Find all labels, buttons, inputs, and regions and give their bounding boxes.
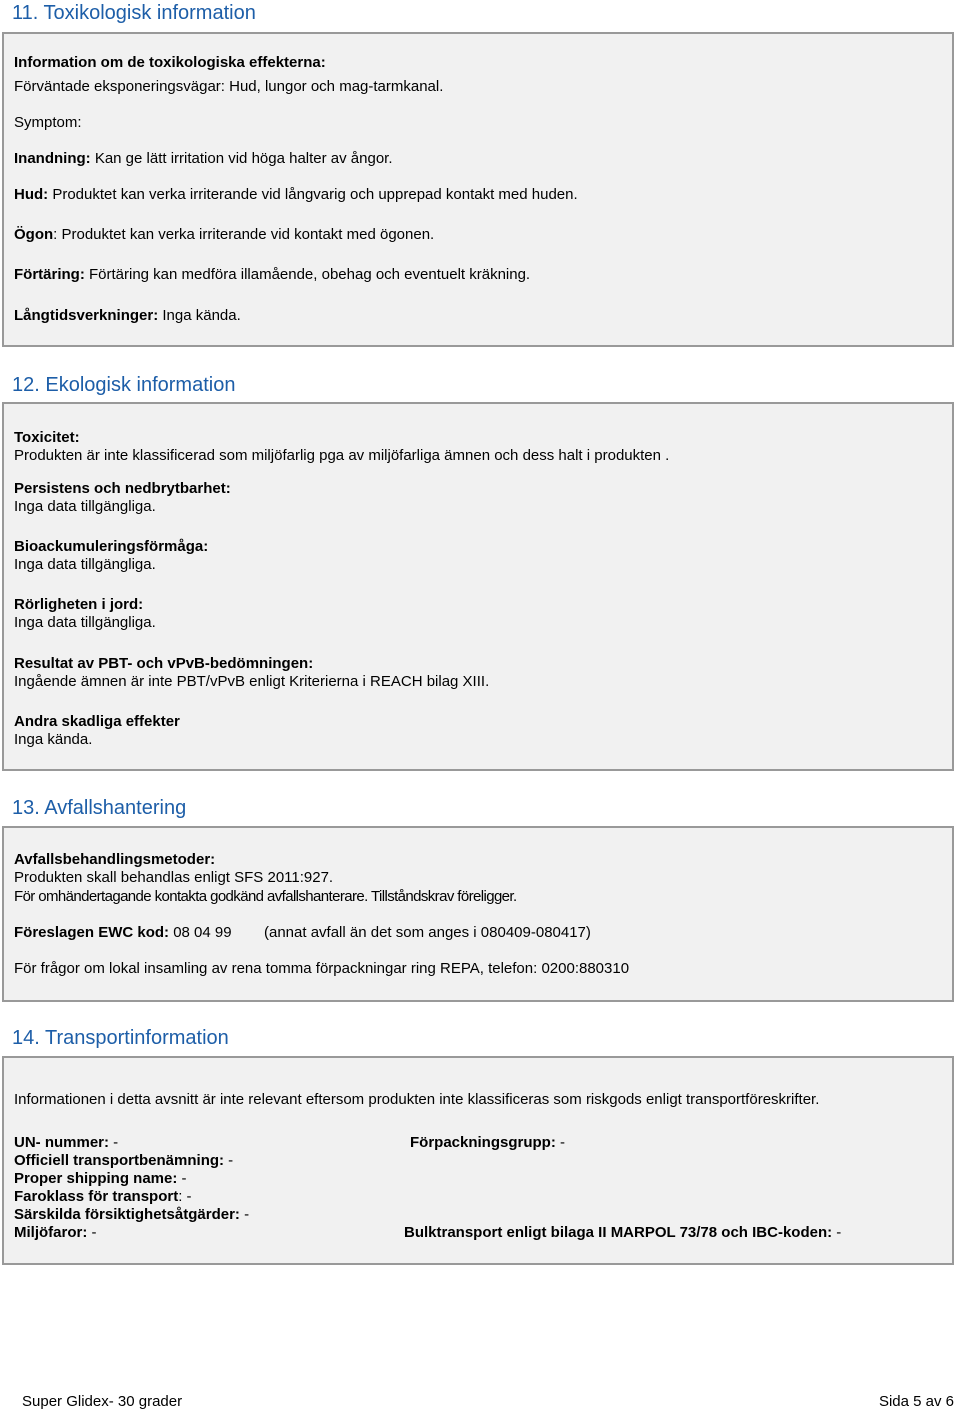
s14-packing-value: - <box>555 1134 566 1151</box>
s13-methods-text1: Produkten skall behandlas enligt SFS 2011:927. <box>14 869 334 886</box>
s11-symptom: Symptom: <box>14 114 82 131</box>
s12-bioacc-text: Inga data tillgängliga. <box>14 556 156 573</box>
section-12-title: 12. Ekologisk information <box>12 374 236 396</box>
s11-eyes-label: Ögon <box>14 226 54 243</box>
s12-other-text: Inga kända. <box>14 731 93 748</box>
s14-hazard-value: : - <box>178 1188 192 1205</box>
section-11-title: 11. Toxikologisk information <box>12 2 256 24</box>
s14-packing-label: Förpackningsgrupp: <box>410 1134 556 1151</box>
s11-longterm-label: Långtidsverkninger: <box>14 307 159 324</box>
s11-inhalation-label: Inandning: <box>14 150 91 167</box>
s12-toxicity-label: Toxicitet: <box>14 429 80 446</box>
s12-persistence-label: Persistens och nedbrytbarhet: <box>14 480 231 497</box>
footer-page-number: Sida 5 av 6 <box>878 1393 954 1410</box>
section-14-title: 14. Transportinformation <box>12 1027 229 1049</box>
section-12-box <box>2 402 954 771</box>
s14-un-label: UN- nummer: <box>14 1134 110 1151</box>
s11-skin <box>14 186 578 204</box>
s13-ewc <box>14 924 232 942</box>
s11-longterm-text: Inga kända. <box>158 307 241 324</box>
s11-heading: Information om de toxikologiska effekterna: <box>14 54 326 71</box>
s11-ingestion <box>14 266 530 284</box>
s14-precautions-label: Särskilda försiktighetsåtgärder: <box>14 1206 240 1223</box>
s13-ewc-note: (annat avfall än det som anges i 080409-080417) <box>264 924 591 941</box>
s11-eyes <box>14 226 434 244</box>
s11-inhalation-text: Kan ge lätt irritation vid höga halter av ångor. <box>90 150 393 167</box>
s11-inhalation <box>14 150 393 168</box>
s12-mobility-label: Rörligheten i jord: <box>14 596 144 613</box>
s13-repa-text: För frågor om lokal insamling av rena tomma förpackningar ring REPA, telefon: 0200:880310 <box>14 960 630 977</box>
s14-un <box>14 1134 118 1152</box>
s14-shipping-label: Proper shipping name: <box>14 1170 178 1187</box>
s13-methods-text2: För omhändertagande kontakta godkänd avfallshanterare. Tillståndskrav föreligger. <box>14 888 517 905</box>
s12-persistence-text: Inga data tillgängliga. <box>14 498 156 515</box>
s12-mobility-text: Inga data tillgängliga. <box>14 614 156 631</box>
s14-shipping <box>14 1170 187 1188</box>
s11-exposure: Förväntade eksponeringsvägar: Hud, lungor och mag-tarmkanal. <box>14 78 444 95</box>
s12-toxicity-text: Produkten är inte klassificerad som miljöfarlig pga av miljöfarliga ämnen och dess halt i produkten . <box>14 447 670 464</box>
section-14-box <box>2 1056 954 1265</box>
s11-skin-text: Produktet kan verka irriterande vid långvarig och upprepad kontakt med huden. <box>48 186 578 203</box>
s14-hazard <box>14 1188 192 1206</box>
s14-bulk-value: - <box>832 1224 842 1241</box>
s14-bulk <box>404 1224 841 1242</box>
s14-official-value: - <box>224 1152 234 1169</box>
s11-eyes-text: : Produktet kan verka irriterande vid kontakt med ögonen. <box>53 226 435 243</box>
s14-env-label: Miljöfaror: <box>14 1224 88 1241</box>
s14-official <box>14 1152 233 1170</box>
s14-shipping-value: - <box>177 1170 187 1187</box>
s14-hazard-label: Faroklass för transport <box>14 1188 179 1205</box>
s14-precautions <box>14 1206 249 1224</box>
s12-pbt-label: Resultat av PBT- och vPvB-bedömningen: <box>14 655 314 672</box>
s11-longterm <box>14 307 241 325</box>
s14-precautions-value: - <box>239 1206 250 1223</box>
s12-bioacc-label: Bioackumuleringsförmåga: <box>14 538 209 555</box>
section-13-box <box>2 826 954 1002</box>
s14-intro: Informationen i detta avsnitt är inte relevant eftersom produkten inte klassificeras som riskgods enligt transportföreskrifter. <box>14 1091 820 1108</box>
s12-pbt-text: Ingående ämnen är inte PBT/vPvB enligt Kriterierna i REACH bilag XIII. <box>14 673 490 690</box>
s11-skin-label: Hud: <box>14 186 49 203</box>
s14-packing <box>410 1134 565 1152</box>
s13-methods-label: Avfallsbehandlingsmetoder: <box>14 851 216 868</box>
s14-un-value: - <box>109 1134 119 1151</box>
section-13-title: 13. Avfallshantering <box>12 797 187 819</box>
footer-product-name: Super Glidex- 30 grader <box>22 1393 183 1410</box>
s12-other-label: Andra skadliga effekter <box>14 713 180 730</box>
s14-bulk-label: Bulktransport enligt bilaga II MARPOL 73/78 och IBC-koden: <box>404 1224 833 1241</box>
s14-official-label: Officiell transportbenämning: <box>14 1152 225 1169</box>
s13-ewc-code: 08 04 99 <box>169 924 232 941</box>
s11-ingestion-label: Förtäring: <box>14 266 85 283</box>
s13-ewc-label: Föreslagen EWC kod: <box>14 924 170 941</box>
section-11-box <box>2 32 954 347</box>
s14-env-value: - <box>87 1224 97 1241</box>
s11-ingestion-text: Förtäring kan medföra illamående, obehag och eventuelt kräkning. <box>84 266 531 283</box>
s14-env <box>14 1224 97 1242</box>
